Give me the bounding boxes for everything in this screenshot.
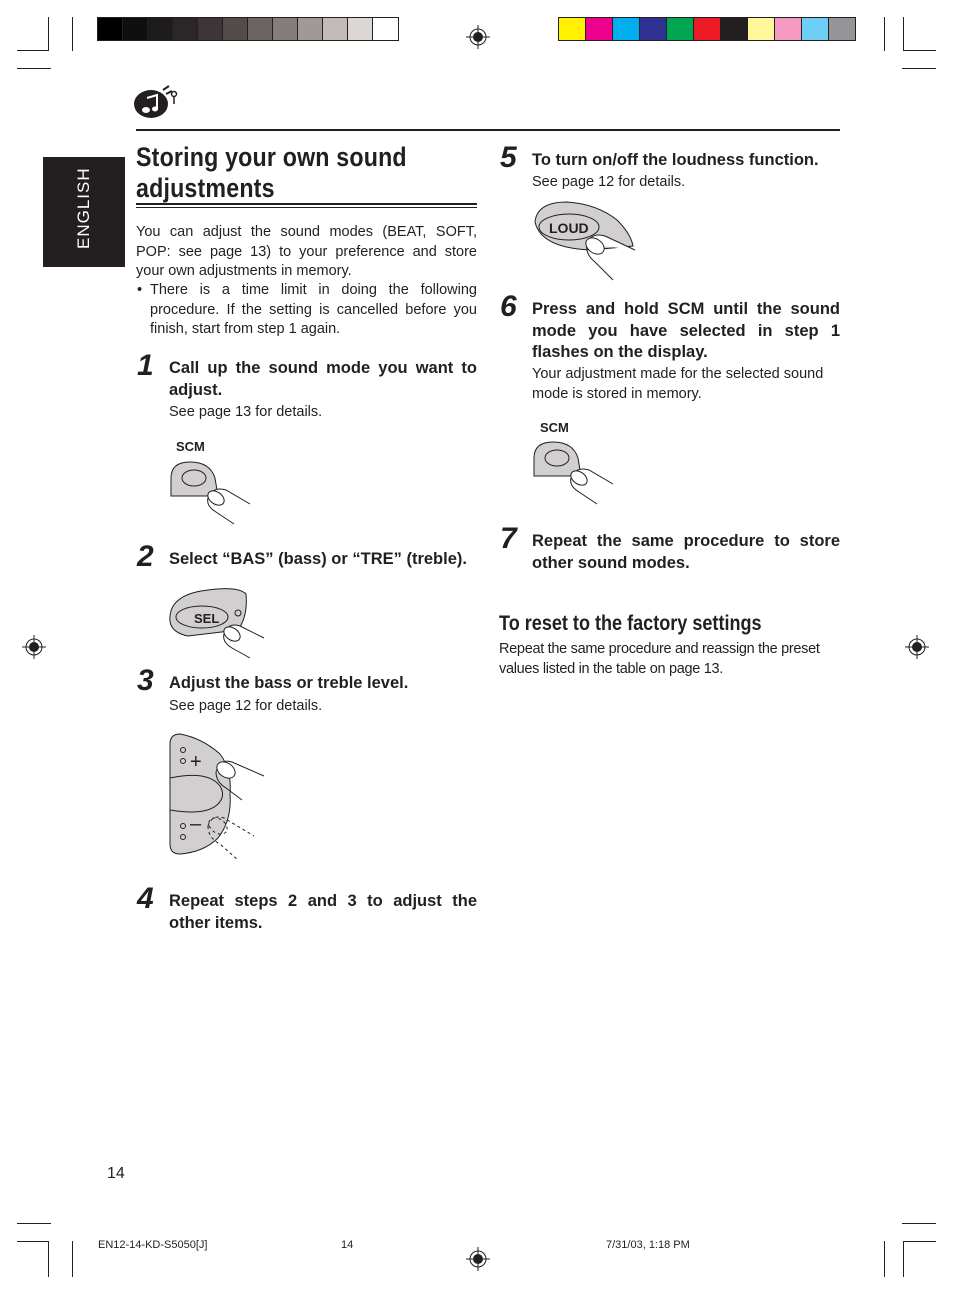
process-color-swatch [666, 17, 694, 41]
process-color-swatch [774, 17, 802, 41]
grayscale-swatch [122, 17, 149, 41]
grayscale-swatch [222, 17, 249, 41]
registration-mark-icon [466, 1247, 490, 1271]
plus-label: + [190, 751, 202, 773]
footer-page: 14 [341, 1239, 354, 1251]
reset-heading: To reset to the factory settings [499, 612, 762, 635]
step-heading: Call up the sound mode you want to adjust. [169, 359, 477, 399]
language-tab [43, 157, 125, 267]
grayscale-swatch [97, 17, 124, 41]
scm-button-press-icon [168, 458, 258, 528]
process-color-swatch [720, 17, 748, 41]
step-heading: Adjust the bass or treble level. [169, 674, 409, 692]
language-label: ENGLISH [74, 167, 93, 249]
loud-button-label: LOUD [549, 220, 589, 236]
crop-mark [884, 1241, 885, 1277]
crop-mark [903, 17, 904, 51]
step-heading: Press and hold SCM until the sound mode you have selected in step 1 flashes on the display. [532, 300, 840, 361]
crop-mark [17, 1241, 49, 1242]
footer-date: 7/31/03, 1:18 PM [606, 1239, 690, 1251]
crop-mark [48, 1241, 49, 1277]
step-heading: Repeat steps 2 and 3 to adjust the other items. [169, 892, 477, 932]
crop-mark [72, 17, 73, 51]
process-color-swatch [828, 17, 856, 41]
button-label: SCM [176, 439, 205, 454]
process-color-swatch [693, 17, 721, 41]
loud-button-press-icon [531, 200, 641, 284]
crop-mark [72, 1241, 73, 1277]
registration-mark-icon [905, 635, 929, 659]
step-number: 7 [500, 522, 517, 555]
process-color-swatch [558, 17, 586, 41]
grayscale-swatch [272, 17, 299, 41]
grayscale-swatch [197, 17, 224, 41]
crop-mark [884, 17, 885, 51]
title-rule [136, 207, 477, 208]
page-number: 14 [107, 1165, 125, 1182]
crop-mark [902, 1223, 936, 1224]
process-color-swatch [639, 17, 667, 41]
crop-mark [17, 50, 49, 51]
grayscale-swatch [297, 17, 324, 41]
step-heading: To turn on/off the loudness function. [532, 151, 819, 169]
step-detail: See page 13 for details. [169, 404, 323, 420]
crop-mark [17, 68, 51, 69]
crop-mark [903, 50, 936, 51]
grayscale-swatch [172, 17, 199, 41]
grayscale-swatch [147, 17, 174, 41]
crop-mark [902, 68, 936, 69]
step-detail: See page 12 for details. [532, 174, 686, 190]
step-heading: Select “BAS” (bass) or “TRE” (treble). [169, 550, 467, 568]
process-color-swatch [801, 17, 829, 41]
step-number: 4 [137, 882, 154, 915]
scm-button-press-icon [531, 438, 621, 508]
step-detail: See page 12 for details. [169, 698, 323, 714]
page-title: Storing your own sound adjustments [136, 142, 407, 203]
intro-bullet-text: There is a time limit in doing the following procedure. If the setting is cancelled before you finish, start from step 1 again. [150, 282, 477, 338]
step-heading: Repeat the same procedure to store other sound modes. [532, 532, 840, 572]
intro-text: You can adjust the sound modes (BEAT, SOFT, POP: see page 13) to your preference and store your own adjustments in memory. [136, 224, 477, 280]
plus-minus-control-icon [168, 734, 268, 864]
grayscale-swatch [347, 17, 374, 41]
intro-bullet-marker: • [137, 282, 143, 298]
crop-mark [903, 1241, 936, 1242]
header-rule [136, 129, 840, 131]
footer-file-name: EN12-14-KD-S5050[J] [98, 1239, 208, 1251]
step-number: 1 [137, 349, 154, 382]
music-note-icon [133, 84, 179, 122]
grayscale-swatch [372, 17, 399, 41]
sel-button-label: SEL [194, 611, 220, 626]
registration-mark-icon [22, 635, 46, 659]
process-color-swatch [747, 17, 775, 41]
sel-button-press-icon [168, 586, 268, 660]
grayscale-swatch [322, 17, 349, 41]
crop-mark [903, 1241, 904, 1277]
grayscale-swatch [247, 17, 274, 41]
title-rule [136, 203, 477, 205]
step-number: 3 [137, 664, 154, 697]
step-number: 5 [500, 141, 517, 174]
minus-label: – [190, 813, 202, 835]
step-number: 2 [137, 540, 154, 573]
crop-mark [48, 17, 49, 51]
step-number: 6 [500, 290, 517, 323]
reset-text: Repeat the same procedure and reassign the preset values listed in the table on page 13. [499, 641, 820, 677]
process-color-swatch [585, 17, 613, 41]
button-label: SCM [540, 420, 569, 435]
step-detail: Your adjustment made for the selected sound mode is stored in memory. [532, 366, 824, 402]
registration-mark-icon [466, 25, 490, 49]
crop-mark [17, 1223, 51, 1224]
process-color-swatch [612, 17, 640, 41]
